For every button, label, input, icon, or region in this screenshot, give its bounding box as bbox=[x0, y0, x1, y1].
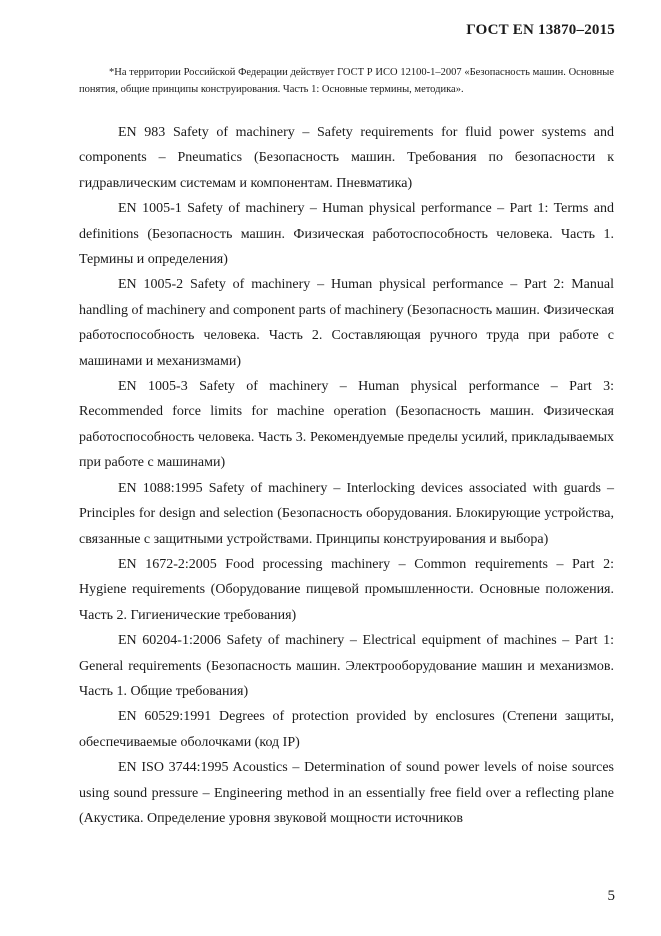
document-code-header: ГОСТ EN 13870–2015 bbox=[466, 22, 615, 38]
footnote: *На территории Российской Федерации действует ГОСТ Р ИСО 12100-1–2007 «Безопасность машин. Основные понятия, общие принципы конструирования. Часть 1: Основные термины, методика». bbox=[79, 67, 614, 95]
normative-references-list bbox=[79, 120, 614, 831]
reference-en-1672-2: EN 1672-2:2005 Food processing machinery – Common requirements – Part 2: Hygiene requirements (Оборудование пищевой промышленности. Основные положения. Часть 2. Гигиенические требования) bbox=[79, 556, 614, 623]
reference-en-60529: EN 60529:1991 Degrees of protection provided by enclosures (Степени защиты, обеспечиваемые оболочками (код IP) bbox=[79, 709, 614, 750]
reference-en-1005-2: EN 1005-2 Safety of machinery – Human physical performance – Part 2: Manual handling of machinery and component parts of machinery (Безопасность машин. Физическая работоспособность человека. Часть 2. Составляющая ручного труда при работе с машинами и механизмами) bbox=[79, 277, 615, 369]
reference-en-iso-3744: EN ISO 3744:1995 Acoustics – Determination of sound power levels of noise sources using sound pressure – Engineering method in an essentially free field over a reflecting plane (Акустика. Определение уровня звуковой мощности источников bbox=[79, 760, 614, 826]
reference-en-983: EN 983 Safety of machinery – Safety requirements for fluid power systems and components – Pneumatics (Безопасность машин. Требования по безопасности к гидравлическим системам и компонентам. Пневматика) bbox=[79, 125, 614, 191]
reference-en-1005-3: EN 1005-3 Safety of machinery – Human physical performance – Part 3: Recommended force limits for machine operation (Безопасность машин. Физическая работоспособность человека. Часть 3. Рекомендуемые пределы усилий, прикладываемых при работе с машинами) bbox=[79, 379, 614, 471]
reference-en-60204-1: EN 60204-1:2006 Safety of machinery – Electrical equipment of machines – Part 1: General requirements (Безопасность машин. Электрооборудование машин и механизмов. Часть 1. Общие требования) bbox=[79, 633, 614, 699]
reference-en-1088: EN 1088:1995 Safety of machinery – Interlocking devices associated with guards – Principles for design and selection (Безопасность оборудования. Блокирующие устройства, связанные с защитными устройствами. Принципы конструирования и выбора) bbox=[79, 480, 614, 547]
reference-en-1005-1: EN 1005-1 Safety of machinery – Human physical performance – Part 1: Terms and definitions (Безопасность машин. Физическая работоспособность человека. Часть 1. Термины и определения) bbox=[79, 201, 614, 268]
page-number: 5 bbox=[607, 888, 615, 904]
